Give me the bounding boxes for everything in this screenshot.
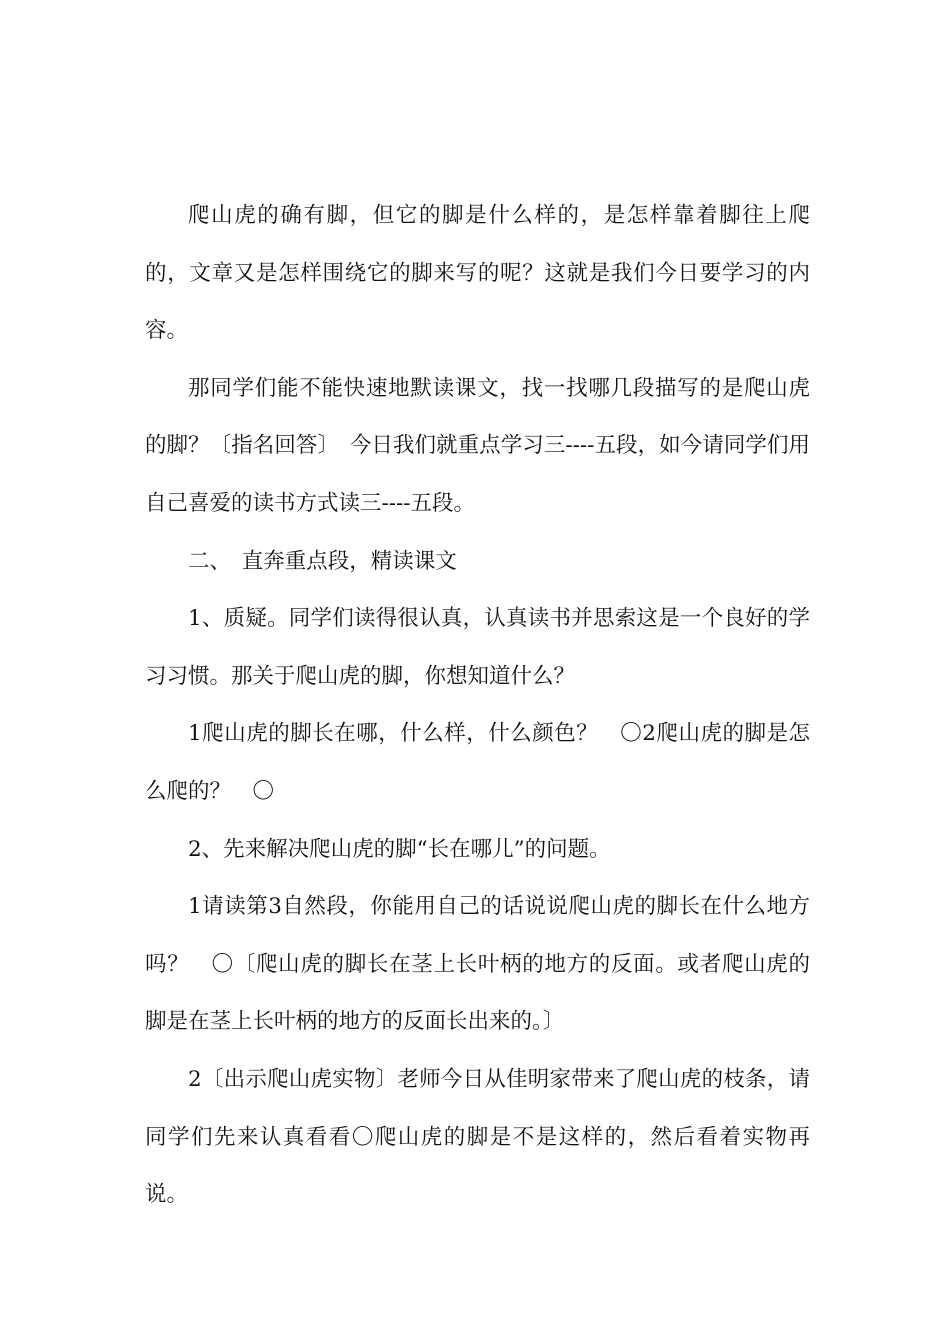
paragraph-where-grows: 2、先来解决爬山虎的脚“长在哪儿”的问题。: [188, 836, 611, 862]
paragraph-silent-reading: 那同学们能不能快速地默读课文，找一找哪几段描写的是爬山虎的脚？〔指名回答〕 今日我们就重点学习三----五段，如今请同学们用自己喜爱的读书方式读三----五段。: [145, 375, 810, 516]
document-body: [145, 187, 810, 1224]
section-heading: 二、 直奔重点段，精读课文: [188, 548, 457, 574]
paragraph-intro: 爬山虎的确有脚，但它的脚是什么样的，是怎样靠着脚往上爬的，文章又是怎样围绕它的脚来写的呢？这就是我们今日要学习的内容。: [145, 203, 810, 344]
paragraph-question-list: 1爬山虎的脚长在哪，什么样，什么颜色？ 〇2爬山虎的脚是怎么爬的？ 〇: [145, 721, 810, 804]
paragraph-show-sample: 2〔出示爬山虎实物〕老师今日从佳明家带来了爬山虎的枝条，请同学们先来认真看看〇爬山虎的脚是不是这样的，然后看着实物再说。: [145, 1066, 810, 1208]
paragraph-questions: 1、质疑。同学们读得很认真，认真读书并思索这是一个良好的学习习惯。那关于爬山虎的脚，你想知道什么？: [145, 606, 810, 689]
paragraph-read-section-3: 1请读第3自然段，你能用自己的话说说爬山虎的脚长在什么地方吗？ 〇〔爬山虎的脚长在茎上长叶柄的地方的反面。或者爬山虎的脚是在茎上长叶柄的地方的反面长出来的。〕: [145, 894, 810, 1035]
